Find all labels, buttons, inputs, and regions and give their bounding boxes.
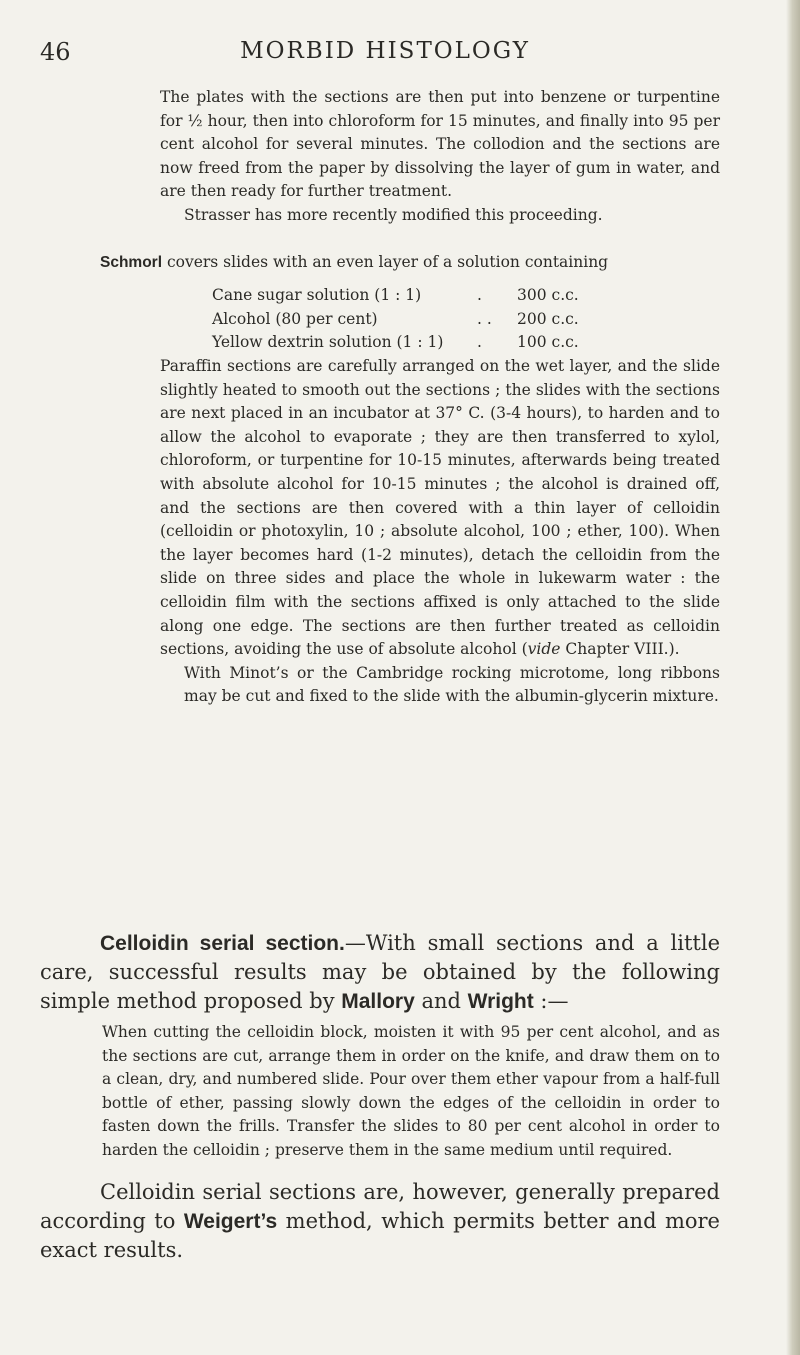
weigert-name: Weigert’s	[183, 1210, 278, 1233]
celloidin-section	[40, 929, 720, 1016]
closing-section	[40, 1178, 720, 1265]
closing-paragraph	[40, 1178, 720, 1265]
paraffin-paragraph-1	[160, 355, 720, 662]
celloidin-text-b: :—	[533, 989, 569, 1013]
wright-name: Wright	[467, 990, 534, 1013]
mallory-name: Mallory	[341, 990, 415, 1013]
celloidin-and: and	[414, 989, 468, 1013]
recipe-ingredient: Yellow dextrin solution (1 : 1)	[212, 333, 444, 352]
page-header	[40, 38, 730, 74]
schmorl-text: covers slides with an even layer of a solution containing	[162, 253, 609, 271]
recipe-row	[212, 284, 632, 308]
celloidin-paragraph	[40, 929, 720, 1016]
recipe-row	[212, 308, 632, 332]
celloidin-heading: Celloidin serial section.	[100, 932, 345, 955]
schmorl-name: Schmorl	[100, 254, 163, 271]
recipe-quantity: 300 c.c.	[517, 286, 579, 304]
vide-italic: vide	[527, 640, 561, 659]
celloidin-text-a: —With small sections and a little care, successful results may be obtained by the following simple method proposed by	[40, 931, 720, 1013]
recipe-ingredient: Cane sugar solution (1 : 1)	[212, 286, 422, 304]
recipe-row	[212, 331, 632, 355]
closing-text-b: method, which permits better and more exact results.	[40, 1209, 720, 1262]
recipe-table	[212, 284, 632, 355]
recipe-leader: .	[477, 333, 482, 352]
intro-paragraph-1: The plates with the sections are then put into benzene or turpentine for ½ hour, then into chloroform for 15 minutes, and finally into 95 per cent alcohol for several minutes. The collodion and the sections are now freed from the paper by dissolving the layer of gum in water, and are then ready for further treatment.	[160, 88, 720, 201]
paraffin-text-a: Paraffin sections are carefully arranged on the wet layer, and the slide slightly heated to smooth out the sections ; the slides with the sections are next placed in an incubator at 37° C. (3-4 hours), to harden and to allow the alcohol to evaporate ; they are then transferred to xylol, chloroform, or turpentine for 10-15 minutes, afterwards being treated with absolute alcohol for 10-15 minutes ; the alcohol is drained off, and the sections are then covered with a thin layer of celloidin (celloidin or photoxylin, 10 ; absolute alcohol, 100 ; ether, 100). When the layer becomes hard (1-2 minutes), detach the celloidin from the slide on three sides and place the whole in lukewarm water : the celloidin film with the sections affixed is only attached to the slide along one edge. The sections are then further treated as celloidin sections, avoiding the use of absolute alcohol (	[160, 357, 720, 659]
schmorl-line	[100, 251, 720, 275]
intro-section	[160, 86, 720, 228]
running-head: MORBID HISTOLOGY	[240, 38, 530, 64]
page-number: 46	[40, 38, 71, 66]
recipe-quantity: 200 c.c.	[517, 309, 579, 328]
when-paragraph: When cutting the celloidin block, moisten it with 95 per cent alcohol, and as the sections are cut, arrange them in order on the knife, and draw them on to a clean, dry, and numbered slide. Pour over them ether vapour from a half-full bottle of ether, passing slowly down the edges of the celloidin in order to fasten down the frills. Transfer the slides to 80 per cent alcohol in order to harden the celloidin ; preserve them in the same medium until required.	[102, 1023, 720, 1159]
recipe-quantity: 100 c.c.	[517, 333, 579, 352]
paraffin-paragraph-2: With Minot’s or the Cambridge rocking microtome, long ribbons may be cut and fixed to the slide with the albumin-glycerin mixture.	[184, 663, 720, 706]
when-section	[102, 1021, 720, 1163]
page-edge-shadow	[786, 0, 800, 1355]
intro-paragraph-2: Strasser has more recently modified this proceeding.	[184, 205, 603, 224]
paraffin-section	[160, 355, 720, 709]
paraffin-text-b: Chapter VIII.).	[560, 640, 680, 659]
closing-text-a: Celloidin serial sections are, however, generally prepared according to	[40, 1180, 720, 1233]
recipe-leader: .	[477, 286, 482, 304]
recipe-ingredient: Alcohol (80 per cent)	[212, 309, 378, 328]
recipe-leader: . .	[477, 309, 492, 328]
